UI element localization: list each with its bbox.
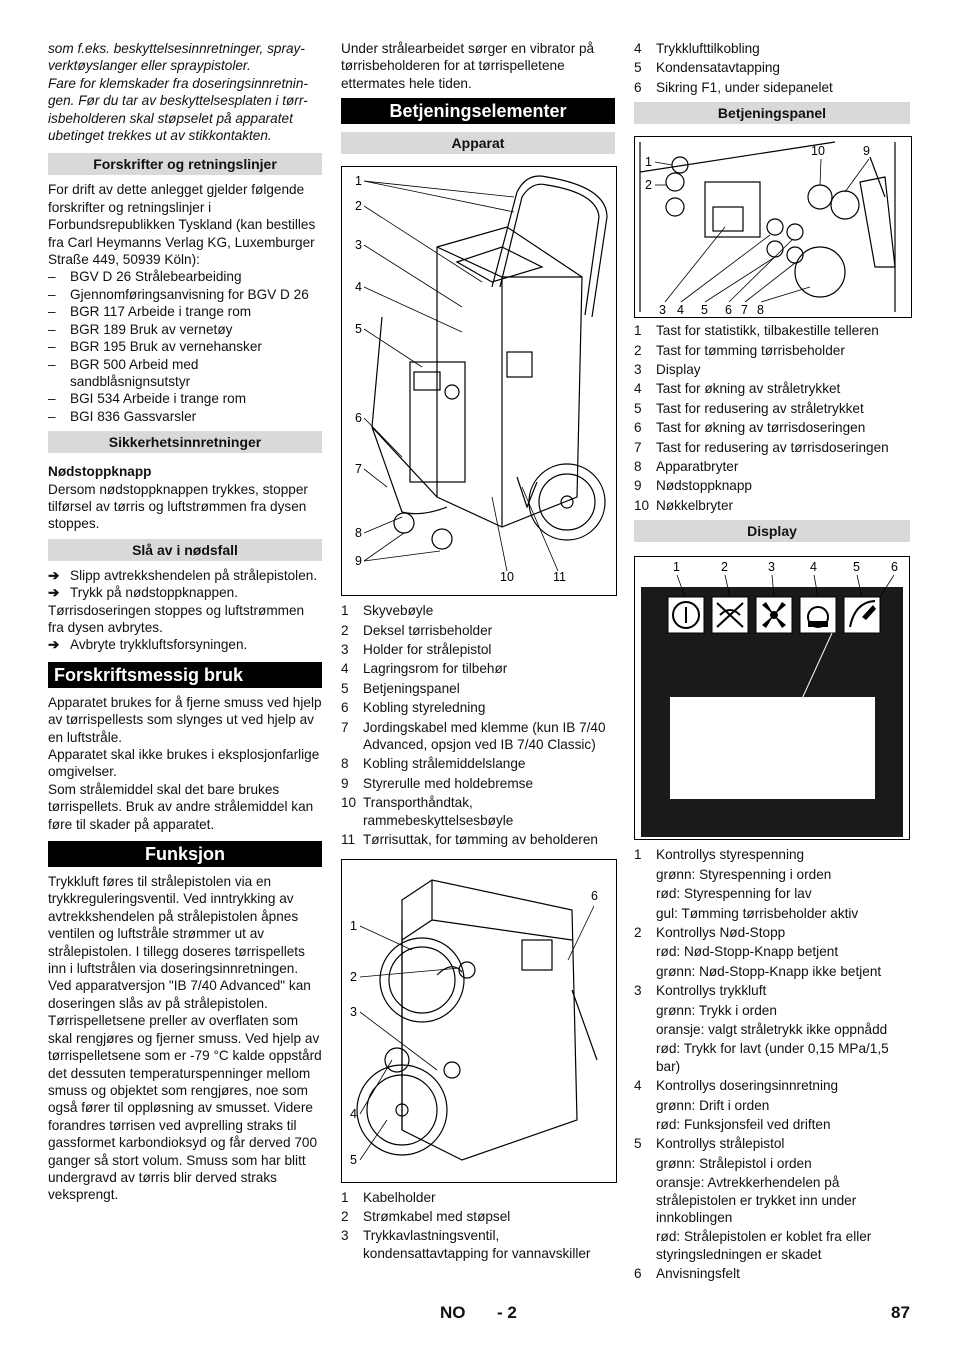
- list-item: 5 Tast for redusering av stråletrykket: [634, 400, 864, 416]
- intro-line: Fare for klemskader fra doseringsinnretnin-: [48, 75, 308, 91]
- callout: 4: [350, 1106, 357, 1121]
- callout: 5: [350, 1152, 357, 1167]
- forskrifter-list: [48, 268, 322, 425]
- list-item: 6 Tast for økning av tørrisdoseringen: [634, 420, 866, 436]
- column-left: [48, 40, 322, 1204]
- list-item: 4 Lagringsrom for tilbehør: [341, 661, 508, 677]
- heading-bruk: Forskriftsmessig bruk: [48, 662, 322, 688]
- intro-line: gen. Før du tar av beskyttelsesplaten i tørr-: [48, 93, 308, 109]
- callout: 8: [355, 526, 362, 541]
- list-item: 3 Trykkavlastningsventil, kondensattavtapping for vannavskiller: [341, 1228, 591, 1261]
- callout: 6: [355, 411, 362, 426]
- list-item: 6 Kobling styreledning: [341, 700, 486, 716]
- list-item: 1 Kabelholder: [341, 1189, 436, 1205]
- intro-text: Under strålearbeidet sørger en vibrator på tørrisbeholderen for at tørrispelletene ettermates hele tiden.: [341, 41, 595, 91]
- list-item: 7 Jordingskabel med klemme (kun IB 7/40 Advanced, opsjon ved IB 7/40 Classic): [341, 719, 606, 753]
- intro-line: ubetinget trekkes ut av stikkontakten.: [48, 128, 272, 144]
- list-item: 2 Kontrollys Nød-Stopp rød: Nød-Stopp-Knapp betjent grønn: Nød-Stopp-Knapp ikke betjent: [634, 924, 882, 979]
- callout: 9: [355, 554, 362, 569]
- slaav-text: Tørrisdoseringen stoppes og luftstrømmen fra dysen avbrytes.: [48, 602, 305, 635]
- list-item: 6 Anvisningsfelt: [634, 1266, 740, 1282]
- apparat-list: [341, 602, 615, 848]
- intro-line: isbeholderen skal støpselet på apparatet: [48, 110, 293, 126]
- arrow-icon: ➔: [48, 585, 60, 601]
- heading-forskrifter: Forskrifter og retningslinjer: [48, 153, 322, 175]
- bruk-p2: Apparatet skal ikke brukes i eksplosjonfarlige omgivelser.: [48, 747, 320, 780]
- nodstopp-title: Nødstoppknapp: [48, 464, 152, 480]
- callout: 2: [721, 560, 728, 575]
- forskrifter-text: For drift av dette anlegget gjelder følgende forskrifter og retningslinjer i Forbundsrepublikken Tyskland (kan bestilles fra Carl Heymanns Verlag KG, Luxemburger Straße 449, 50939 Köln):: [48, 182, 316, 268]
- figure-panel: [634, 136, 912, 318]
- callout: 3: [350, 1004, 357, 1019]
- list-item: 5 Betjeningspanel: [341, 680, 460, 696]
- funksjon-text: Trykkluft føres til strålepistolen via en trykkreguleringsventil. Ved inntrykking av avtrekkshendelen på strålepistolen åpnes ventilen og luftstråle strømmer ut av strålepistolen. I tillegg doseres tørrispellets inn i luftstrålen via doseringsinnretningen. Ved apparatversjon "IB 7/40 Advanced" kan doseringen slås av på strålepistolen. Tørrispelletsene preller av overflaten som skal rengjøres og fjerner smuss. Ved hjelp av tørrispelletsene som er -79 °C kalde oppstård det dessuten temperaturspenninger mellom smuss og objektet som rengjøres, noe som også fører til oppløsning av smusset. Videre forandres tørrisen ved avprelling straks til gassformet karbondioksyd og får derved 700 ganger så stort volum. Smuss som har blitt undergravd av tørris blir derved straks veksprengt.: [48, 874, 322, 1203]
- arrow-icon: ➔: [48, 637, 60, 653]
- intro-warning: [48, 40, 322, 144]
- back-list: [341, 1189, 615, 1263]
- list-item: 8 Kobling strålemiddelslange: [341, 756, 526, 772]
- callout: 2: [350, 969, 357, 984]
- step-item: ➔ Trykk på nødstoppknappen.: [48, 585, 239, 601]
- top-list: [634, 40, 910, 96]
- callout: 4: [677, 303, 684, 318]
- callout: 8: [757, 303, 764, 318]
- list-item: 3 Kontrollys trykkluft grønn: Trykk i orden oransje: valgt stråletrykk ikke oppnådd rød: Trykk for lavt (under 0,15 MPa/1,5 bar): [634, 983, 889, 1074]
- callout: 2: [645, 178, 652, 193]
- list-item: 3 Display: [634, 362, 701, 378]
- heading-apparat: Apparat: [341, 132, 615, 154]
- callout: 4: [355, 280, 362, 295]
- panel-list: [634, 322, 910, 514]
- callout: 1: [645, 155, 652, 170]
- figure-apparat: [341, 166, 617, 596]
- list-item: 2 Tast for tømming tørrisbeholder: [634, 342, 845, 358]
- heading-display: Display: [634, 520, 910, 542]
- list-item: – BGR 117 Arbeide i trange rom: [48, 303, 322, 320]
- callout: 1: [673, 560, 680, 575]
- list-item: 4 Trykklufttilkobling: [634, 41, 760, 56]
- device-illustration: [342, 167, 616, 595]
- callout: 5: [701, 303, 708, 318]
- callout: 7: [741, 303, 748, 318]
- panel-illustration: [635, 137, 911, 317]
- list-item: 11 Tørrisuttak, for tømming av beholderen: [341, 832, 598, 848]
- list-item: 10 Nøkkelbryter: [634, 497, 734, 513]
- step-item: ➔ Slipp avtrekkshendelen på strålepistolen.: [48, 567, 318, 583]
- list-item: 1 Kontrollys styrespenning grønn: Styrespenning i orden rød: Styrespenning for lav gul: Tømming tørrisbeholder aktiv: [634, 847, 859, 921]
- callout: 10: [811, 144, 825, 159]
- list-item: – BGR 195 Bruk av vernehansker: [48, 338, 322, 355]
- callout: 3: [768, 560, 775, 575]
- intro-line: som f.eks. beskyttelsesinnretninger, spray-: [48, 41, 305, 56]
- callout: 2: [355, 199, 362, 214]
- list-item: – Gjennomføringsanvisning for BGV D 26: [48, 286, 322, 303]
- list-item: 2 Strømkabel med støpsel: [341, 1208, 511, 1224]
- list-item: – BGV D 26 Strålebearbeiding: [48, 268, 322, 285]
- bruk-p3: Som strålemiddel skal det bare brukes tørrispellets. Bruk av andre strålemiddel kan føre til skader på apparatet.: [48, 781, 314, 832]
- list-item: 2 Deksel tørrisbeholder: [341, 622, 493, 638]
- list-item: – BGI 836 Gassvarsler: [48, 408, 322, 425]
- callout: 5: [355, 322, 362, 337]
- list-item: – BGR 189 Bruk av vernetøy: [48, 321, 322, 338]
- list-item: – BGR 500 Arbeid med sandblåsnignsutstyr: [48, 356, 322, 391]
- callout: 10: [500, 570, 514, 585]
- heading-funksjon: Funksjon: [48, 841, 322, 867]
- figure-display: [634, 556, 910, 840]
- list-item: – BGI 534 Arbeide i trange rom: [48, 390, 322, 407]
- callout: 9: [863, 144, 870, 159]
- callout: 1: [350, 918, 357, 933]
- list-item: 5 Kontrollys strålepistol grønn: Strålepistol i orden oransje: Avtrekkerhendelen på strålepistolen er trykket inn under innkoblingen rød: Strålepistolen er koblet fra eller styringsledningen er skadet: [634, 1136, 872, 1262]
- list-item: 5 Kondensatavtapping: [634, 60, 780, 76]
- callout: 4: [810, 560, 817, 575]
- callout: 1: [355, 174, 362, 189]
- list-item: 1 Skyvebøyle: [341, 603, 434, 619]
- column-middle: [341, 40, 615, 1264]
- list-item: 4 Tast for økning av stråletrykket: [634, 381, 841, 397]
- list-item: 9 Nødstoppknapp: [634, 478, 752, 494]
- callout: 3: [659, 303, 666, 318]
- list-item: 9 Styrerulle med holdebremse: [341, 775, 534, 791]
- page-number: 87: [891, 1303, 910, 1322]
- display-list: [634, 846, 910, 1282]
- step-item: ➔ Avbryte trykkluftsforsyningen.: [48, 637, 248, 653]
- column-right: [634, 40, 910, 1285]
- heading-slaav: Slå av i nødsfall: [48, 539, 322, 561]
- heading-sikkerhet: Sikkerhetsinnretninger: [48, 431, 322, 453]
- display-illustration: [635, 557, 909, 839]
- list-item: 7 Tast for redusering av tørrisdoseringen: [634, 439, 889, 455]
- list-item: 8 Apparatbryter: [634, 459, 739, 475]
- page-footer: [0, 1304, 954, 1334]
- callout: 11: [553, 570, 566, 585]
- figure-back: [341, 859, 617, 1183]
- callout: 7: [355, 462, 362, 477]
- device-back-illustration: [342, 860, 616, 1182]
- list-item: 6 Sikring F1, under sidepanelet: [634, 79, 833, 95]
- callout: 6: [725, 303, 732, 318]
- footer-lang: NO: [440, 1303, 466, 1322]
- callout: 6: [891, 560, 898, 575]
- arrow-icon: ➔: [48, 567, 60, 583]
- list-item: 1 Tast for statistikk, tilbakestille telleren: [634, 323, 879, 339]
- list-item: 3 Holder for strålepistol: [341, 642, 492, 658]
- list-item: 10 Transporthåndtak, rammebeskyttelsesbøyle: [341, 795, 514, 828]
- heading-panel: Betjeningspanel: [634, 102, 910, 124]
- callout: 5: [853, 560, 860, 575]
- heading-betjening: Betjeningselementer: [341, 98, 615, 124]
- list-item: 4 Kontrollys doseringsinnretning grønn: Drift i orden rød: Funksjonsfeil ved driften: [634, 1078, 839, 1132]
- callout: 6: [591, 888, 598, 903]
- nodstopp-text: Dersom nødstoppknappen trykkes, stopper tilførsel av tørris og luftstrømmen fra dysen stoppes.: [48, 481, 308, 532]
- intro-line: verktøyslanger eller spraypistoler.: [48, 58, 251, 74]
- bruk-p1: Apparatet brukes for å fjerne smuss ved hjelp av tørrispellests som slynges ut ved hjelp av en luftstråle.: [48, 694, 322, 745]
- callout: 3: [355, 238, 362, 253]
- footer-subpage: - 2: [497, 1303, 517, 1322]
